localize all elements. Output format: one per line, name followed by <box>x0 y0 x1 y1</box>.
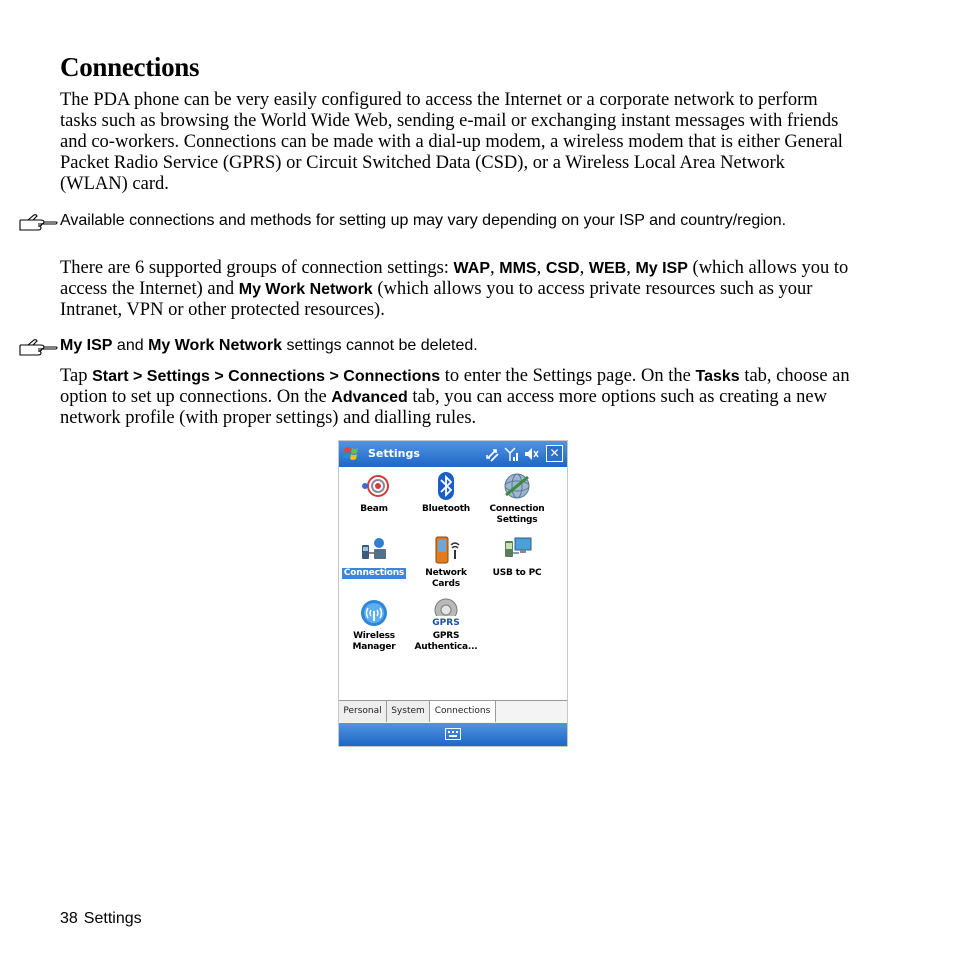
connectivity-icon[interactable] <box>485 446 501 462</box>
app-label-selected: Connections <box>343 568 405 578</box>
connections-app[interactable] <box>342 535 406 579</box>
groups-paragraph: There are 6 supported groups of connection settings: WAP, MMS, CSD, WEB, My ISP (which allows you to access the Internet) and My Work Network (which allows you to access private resources such as your Intranet, VPN or other protected resources). <box>60 258 849 320</box>
app-label: Manager <box>352 642 396 652</box>
network-cards-app[interactable] <box>414 535 478 590</box>
globe-settings-icon <box>501 471 533 501</box>
settings-screenshot <box>339 441 567 746</box>
app-label: GPRS <box>432 631 460 641</box>
page-title: Connections <box>60 52 200 82</box>
bottom-menu-bar <box>339 723 567 746</box>
gprs-gear-icon <box>430 598 462 628</box>
tap-instructions-paragraph: Tap Start > Settings > Connections > Connections to enter the Settings page. On the Tasks tab, choose an option to set up connections. On the Advanced tab, you can access more options such as creating a new network profile (with proper settings) and dialling rules. <box>60 366 850 428</box>
tab-system[interactable]: System <box>387 701 430 722</box>
app-label: Wireless <box>353 631 395 641</box>
beam-app[interactable] <box>342 471 406 515</box>
app-label: Bluetooth <box>421 504 471 514</box>
wireless-manager-app[interactable] <box>342 598 406 653</box>
pointing-hand-icon <box>18 214 58 232</box>
tab-connections[interactable]: Connections <box>430 701 496 722</box>
footer-section: Settings <box>83 910 142 927</box>
intro-paragraph: The PDA phone can be very easily configured to access the Internet or a corporate network to perform tasks such as browsing the World Wide Web, sending e-mail or exchanging instant messages with friends and co-workers. Connections can be made with a dial-up modem, a wireless modem that is either General Packet Radio Service (GPRS) or Circuit Switched Data (CSD), or a Wireless Local Area Network (WLAN) card. <box>60 90 843 194</box>
title-bar <box>339 441 567 467</box>
pointing-hand-icon <box>18 339 58 357</box>
beam-icon <box>358 471 390 501</box>
wireless-manager-icon <box>358 598 390 628</box>
page-footer <box>60 910 148 928</box>
bluetooth-icon <box>430 471 462 501</box>
app-label: Settings <box>496 515 538 525</box>
volume-icon[interactable] <box>523 446 539 462</box>
gprs-authentication-app[interactable] <box>414 598 478 653</box>
note-availability: Available connections and methods for setting up may vary depending on your ISP and country/region. <box>60 212 787 229</box>
connections-icon <box>358 535 390 565</box>
note-not-deletable: My ISP and My Work Network settings cannot be deleted. <box>60 337 478 354</box>
window-title: Settings <box>368 447 420 460</box>
tab-strip <box>339 700 567 723</box>
network-card-icon <box>430 535 462 565</box>
keyboard-icon[interactable] <box>445 728 461 740</box>
app-label: Authentica... <box>414 642 478 652</box>
close-button[interactable]: ✕ <box>546 445 563 462</box>
gprs-badge: GPRS <box>432 618 460 628</box>
usb-to-pc-app[interactable] <box>485 535 549 579</box>
app-label: Network <box>425 568 467 578</box>
app-label: Connection <box>489 504 545 514</box>
bluetooth-app[interactable] <box>414 471 478 515</box>
app-label: USB to PC <box>492 568 542 578</box>
windows-start-icon[interactable] <box>342 444 362 464</box>
usb-pc-icon <box>501 535 533 565</box>
connection-settings-app[interactable] <box>485 471 549 526</box>
app-label: Cards <box>432 579 460 589</box>
signal-strength-icon[interactable] <box>503 446 519 462</box>
page-number: 38 <box>60 910 78 927</box>
tab-personal[interactable]: Personal <box>339 701 387 722</box>
app-label: Beam <box>360 504 388 514</box>
